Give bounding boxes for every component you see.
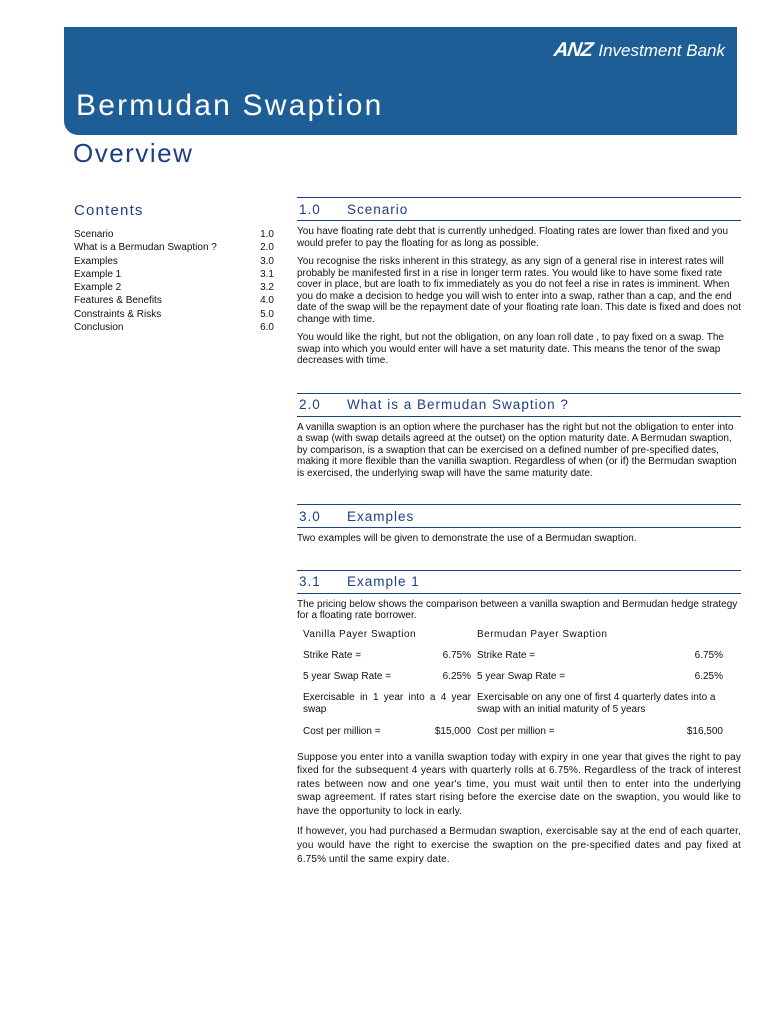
paragraph: Suppose you enter into a vanilla swaption today with expiry in one year that gives the right to pay fixed for the subsequent 4 years with quarterly rolls at 6.75%. Regardless of the track of interest rates between now and one year's time, you must wait until then to enter into the underlying swap agreement. If rates start rising before the exercise date on the swaption, you would like to have the opportunity to lock in early. (297, 751, 741, 817)
section-number: 3.1 (299, 574, 321, 589)
paragraph: If however, you had purchased a Bermudan swaption, exercisable say at the end of each quarter, you would have the right to exercise the swaption on the pre-specified dates and pay fixed at 6.75% until the same expiry date. (297, 826, 741, 865)
section-title: What is a Bermudan Swaption ? (347, 397, 569, 412)
section-title: Example 1 (347, 574, 420, 589)
section-heading (297, 393, 741, 417)
contents-item-label: Example 1 (74, 268, 122, 280)
contents-title: Contents (74, 202, 144, 219)
section-number: 1.0 (299, 201, 321, 217)
bermudan-strike-value: 6.75% (694, 649, 723, 661)
section-heading (297, 197, 741, 221)
contents-item-example-2[interactable] (74, 281, 274, 294)
strike-rate-row (303, 650, 727, 661)
spacer (297, 374, 741, 393)
bermudan-header: Bermudan Payer Swaption (477, 628, 608, 640)
contents-item-number: 6.0 (260, 322, 274, 334)
paragraph: You have floating rate debt that is currently unhedged. Floating rates are lower than fixed and you would prefer to pay the floating for as long as possible. (297, 226, 729, 249)
vanilla-exercise-text: Exercisable in 1 year into a 4 year swap (303, 691, 471, 715)
section-heading (297, 504, 741, 528)
contents-item-number: 3.1 (260, 268, 274, 280)
swap-rate-row (303, 671, 727, 682)
overview-heading: Overview (73, 138, 194, 168)
swap-rate-label: 5 year Swap Rate = (477, 670, 566, 682)
logo-text: Investment Bank (598, 40, 725, 60)
section-what-is-bermudan-swaption (297, 393, 741, 480)
anz-logo (554, 39, 725, 62)
strike-label: Strike Rate = (303, 649, 362, 661)
cost-row (303, 726, 727, 737)
contents-item-conclusion[interactable] (74, 321, 274, 334)
section-number: 2.0 (299, 397, 321, 412)
contents-item-examples[interactable] (74, 255, 274, 268)
exercise-row (303, 692, 727, 716)
document-title: Bermudan Swaption (76, 89, 384, 122)
paragraph: Two examples will be given to demonstrate the use of a Bermudan swaption. (297, 533, 637, 544)
contents-item-scenario[interactable] (74, 228, 274, 241)
cost-label: Cost per million = (477, 725, 555, 737)
bermudan-exercise-text: Exercisable on any one of first 4 quarterly dates into a swap with an initial maturity of 5 years (477, 691, 716, 715)
contents-item-label: Features & Benefits (74, 295, 162, 307)
section-heading (297, 570, 741, 594)
contents-item-label: Example 2 (74, 282, 122, 294)
bermudan-swap-value: 6.25% (694, 670, 723, 682)
paragraph: You recognise the risks inherent in this strategy, as any sign of a general rise in interest rates will probably be manifested first in a rise in longer term rates. You would like to have some fixed rate cover in place, but are loath to fix immediately as you do not feel a rise in rates is imminent. When you do make a decision to hedge you will wish to enter into a swap, rather than a cap, and the end date of the swap will be the repayment date of your floating rate loan. This date is fixed and does not change with time. (297, 256, 741, 325)
section-title: Examples (347, 508, 415, 524)
paragraph: The pricing below shows the comparison between a vanilla swaption and Bermudan hedge strategy for a floating rate borrower. (297, 598, 738, 621)
contents-item-number: 3.2 (260, 282, 274, 294)
vanilla-cost-value: $15,000 (434, 725, 471, 737)
contents-item-number: 2.0 (260, 242, 274, 254)
swap-rate-label: 5 year Swap Rate = (303, 670, 392, 682)
vanilla-header: Vanilla Payer Swaption (303, 628, 417, 640)
section-example-1 (297, 570, 741, 867)
section-number: 3.0 (299, 508, 321, 524)
paragraph: A vanilla swaption is an option where the purchaser has the right but not the obligation to enter into a swap (with swap details agreed at the outset) on the option maturity date. A Bermudan swaption, by comparison, is a swaption that can be exercised on a defined number of pre-specified dates, making it more flexible than the vanilla swaption. Regardless of when (or if) the Bermudan swaption is exercised, the underlying swap will have the same maturity date. (297, 421, 737, 479)
contents-item-features[interactable] (74, 294, 274, 307)
spacer (297, 552, 741, 570)
contents-item-number: 1.0 (260, 229, 274, 240)
vanilla-swap-value: 6.25% (442, 670, 471, 682)
main-content (297, 197, 741, 873)
comparison-table (303, 629, 727, 737)
paragraph: You would like the right, but not the obligation, on any loan roll date , to pay fixed on a swap. The swap into which you would enter will have a set maturity date. This means the tenor of the swap decreases with time. (297, 332, 724, 366)
strike-label: Strike Rate = (477, 649, 536, 661)
section-examples (297, 504, 741, 545)
header-banner (64, 27, 737, 135)
contents-item-example-1[interactable] (74, 268, 274, 281)
contents-item-label: Constraints & Risks (74, 308, 162, 320)
contents-item-label: Conclusion (74, 322, 124, 334)
contents-item-label: Examples (74, 255, 118, 267)
contents-item-constraints[interactable] (74, 308, 274, 321)
contents-item-what-is[interactable] (74, 241, 274, 254)
contents-item-number: 3.0 (260, 255, 274, 267)
logo-mark: ANZ (552, 39, 594, 61)
cost-label: Cost per million = (303, 725, 381, 737)
comparison-header-row (303, 629, 727, 640)
section-title: Scenario (347, 201, 409, 217)
contents-list (74, 202, 274, 334)
contents-item-label: Scenario (74, 229, 114, 240)
spacer (297, 486, 741, 504)
contents-item-label: What is a Bermudan Swaption ? (74, 242, 217, 254)
section-scenario (297, 197, 741, 367)
bermudan-cost-value: $16,500 (686, 725, 723, 737)
contents-item-number: 4.0 (260, 295, 274, 307)
contents-item-number: 5.0 (260, 308, 274, 320)
vanilla-strike-value: 6.75% (442, 649, 471, 661)
